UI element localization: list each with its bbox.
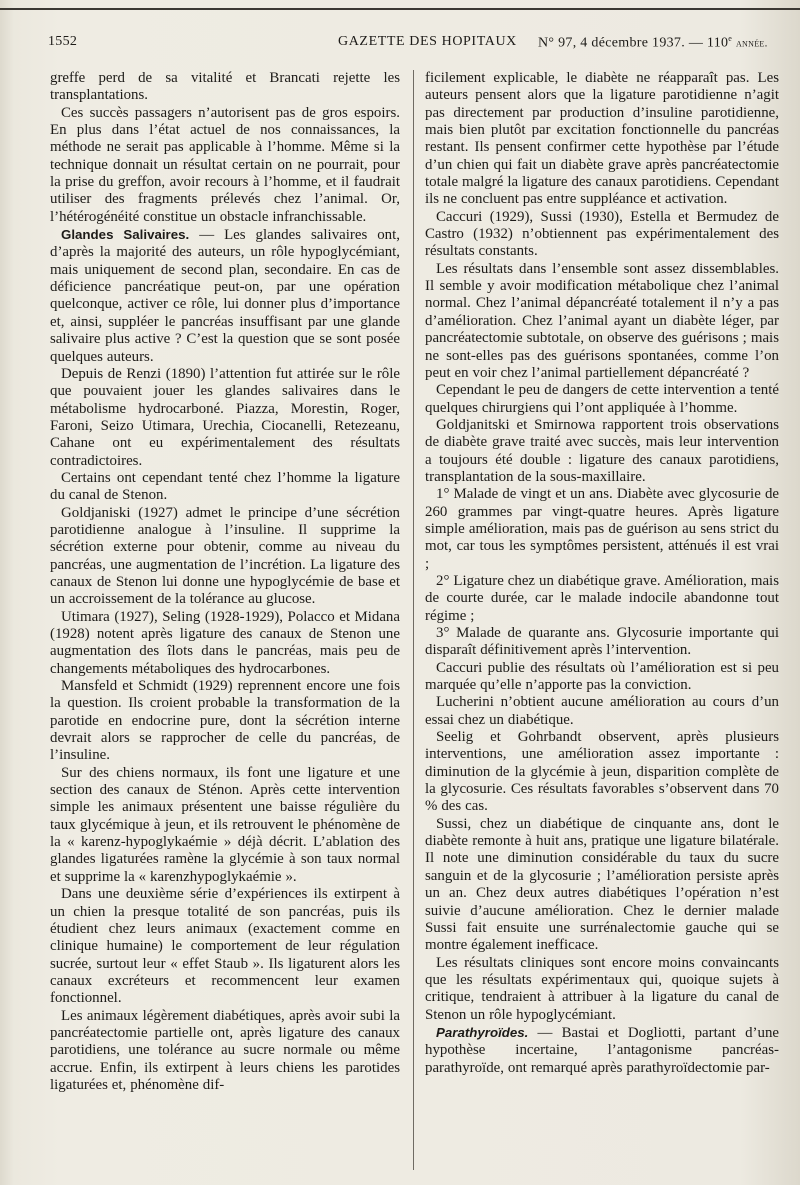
top-rule	[0, 8, 800, 10]
paragraph: Dans une deuxième série d’expériences ils extirpent à un chien la presque totalité de son pancréas, puis ils étudient chez leurs animaux (exactement comme en clinique humaine) le comportement de leur régulation sucrée, surtout leur « effet Staub ». Ils ligaturent alors les canaux excréteurs et recommencent leur examen fonctionnel.	[50, 886, 400, 1007]
paragraph: Sussi, chez un diabétique de cinquante ans, dont le diabète remonte à huit ans, pratique une ligature bilatérale. Il note une diminution considérable du taux du sucre sanguin et de la glycosurie ; l’amélioration persiste après un an. Chez deux autres diabétiques l’opération n’est suivie d’aucune amélioration. Chez le dernier malade Sussi fait ensuite une surrénalectomie gauche qui se montre également inefficace.	[425, 815, 779, 954]
left-column	[50, 70, 400, 1094]
paragraph: Seelig et Gohrbandt observent, après plusieurs interventions, une amélioration assez importante : diminution de la glycémie à jeun, disparition complète de la glycosurie. Ces résultats favorables s’observent dans 70 % des cas.	[425, 729, 779, 815]
paragraph: ficilement explicable, le diabète ne réapparaît pas. Les auteurs pensent alors que la ligature parotidienne n’agit pas directement par production d’insuline parotidienne, mais bien plutôt par excitation fonctionnelle du pancréas restant. Ils pensent confirmer cette hypothèse par l’étude d’un chien qui fait un diabète grave après pancréatectomie totale malgré la ligature des canaux parotidiens. Cependant ils ne concluent pas entre suppléance et activation.	[425, 70, 779, 208]
paragraph: Ces succès passagers n’autorisent pas de gros espoirs. En plus dans l’état actuel de nos connaissances, la méthode ne serait pas applicable à l’homme. Même si la technique donnait un résultat certain on ne pourrait, pour la prise du greffon, avoir recours à l’homme, et il faudrait utiliser des fragments prélevés chez l’animal. Or, l’hétérogénéité constitue un obstacle infranchissable.	[50, 104, 400, 225]
paragraph: Cependant le peu de dangers de cette intervention a tenté quelques chirurgiens qui l’ont appliquée à l’homme.	[425, 382, 779, 416]
issue-superscript: e	[728, 34, 733, 43]
paragraph: Les animaux légèrement diabétiques, après avoir subi la pancréatectomie partielle ont, après ligature des canaux parotidiens, une tolérance au sucre normale ou même accrue. Enfin, ils extirpent à leurs chiens les parotides ligaturées et, phénomène dif-	[50, 1007, 400, 1093]
paragraph: Depuis de Renzi (1890) l’attention fut attirée sur le rôle que pouvaient jouer les glandes salivaires dans le métabolisme hydrocarboné. Piazza, Morestin, Roger, Faroni, Seizo Utimara, Urechia, Ciocanelli, Retezeanu, Cahane ont eu expérimentalement des résultats contradictoires.	[50, 365, 400, 469]
paragraph: greffe perd de sa vitalité et Brancati rejette les transplantations.	[50, 70, 400, 104]
paragraph: Utimara (1927), Seling (1928-1929), Polacco et Midana (1928) notent après ligature des canaux de Stenon une augmentation des îlots dans le pancréas, mais peu de changements métaboliques des hydrocarbones.	[50, 608, 400, 677]
paragraph: Mansfeld et Schmidt (1929) reprennent encore une fois la question. Ils croient probable la transformation de la parotide en endocrine pure, dont la sécrétion interne devrait alors se rapprocher de celle du pancréas, de l’insuline.	[50, 678, 400, 764]
right-column	[425, 70, 779, 1077]
paragraph: Lucherini n’obtient aucune amélioration au cours d’un essai chez un diabétique.	[425, 694, 779, 728]
issue-info	[538, 34, 768, 52]
paragraph: 1° Malade de vingt et un ans. Diabète avec glycosurie de 260 grammes par vingt-quatre heures. Après ligature simple amélioration, mais pas de guérison au sens strict du mot, car tous les symptômes persistent, atténués il est vrai ;	[425, 486, 779, 572]
paragraph-text: — Les glandes salivaires ont, d’après la majorité des auteurs, un rôle hypoglycémiant, mais uniquement de second plan, secondaire. En cas de déficience pancréatique peut-on, par une opération quelconque, activer ce rôle, lui donner plus d’importance et, ainsi, suppléer le pancréas insuffisant par une glande salivaire plus active ? C’est la question que se sont posée quelques auteurs.	[50, 227, 400, 365]
paragraph: Goldjanitski et Smirnowa rapportent trois observations de diabète grave traité avec succès, mais leur intervention a toujours été double : ligature des canaux parotidiens, transplantation de la sous-maxillaire.	[425, 416, 779, 485]
paragraph: Les résultats dans l’ensemble sont assez dissemblables. Il semble y avoir modification métabolique chez l’animal normal. Chez l’animal dépancréaté totalement il n’y a pas d’amélioration. Chez l’animal ayant un diabète léger, par pancréatectomie subtotale, on observe des guérisons ; mais ne sont-elles pas des guérisons spontanées, comme l’on peut en voir chez l’animal partiellement dépancréaté ?	[425, 260, 779, 381]
paragraph	[50, 226, 400, 366]
paragraph: 3° Malade de quarante ans. Glycosurie importante qui disparaît définitivement après l’intervention.	[425, 625, 779, 659]
page-number: 1552	[48, 34, 78, 49]
section-heading: Parathyroïdes.	[436, 1024, 529, 1040]
paragraph	[425, 1024, 779, 1077]
paragraph: Goldjaniski (1927) admet le principe d’une sécrétion parotidienne analogue à l’insuline. Il supprime la sécrétion externe pour obtenir, comme au niveau du pancréas, une augmentation de l’incrétion. La ligature des canaux de Stenon lui donne une hypoglycémie de base et un accroissement de la tolérance au glucose.	[50, 504, 400, 608]
paragraph: 2° Ligature chez un diabétique grave. Amélioration, mais de courte durée, car le malade indocile abandonne tout régime ;	[425, 572, 779, 624]
page-header	[48, 34, 784, 54]
paragraph-text: — Bastai et Dogliotti, partant d’une hypothèse incertaine, l’antagonisme pancréas-parathyroïde, ont remarqué après parathyroïdectomie par-	[425, 1024, 779, 1076]
section-heading: Glandes Salivaires.	[61, 227, 190, 243]
paragraph: Certains ont cependant tenté chez l’homme la ligature du canal de Stenon.	[50, 469, 400, 504]
paragraph: Caccuri (1929), Sussi (1930), Estella et Bermudez de Castro (1932) n’obtiennent pas expérimentalement des résultats constants.	[425, 208, 779, 260]
column-divider	[413, 70, 414, 1170]
issue-text: N° 97, 4 décembre 1937. — 110	[538, 35, 729, 51]
paragraph: Les résultats cliniques sont encore moins convaincants que les résultats expérimentaux qui, quoique sujets à critique, tendraient à attribuer à la ligature du canal de Stenon un rôle hypoglycémiant.	[425, 954, 779, 1023]
paragraph: Sur des chiens normaux, ils font une ligature et une section des canaux de Sténon. Après cette intervention simple les animaux présentent une baisse régulière du taux glycémique à jeun, et ils retrouvent le phénomène de la « karenz-hypoglykaémie » déjà décrit. L’ablation des glandes ligaturées ramène la glycémie à son taux normal et supprime la « karenzhypoglykaémie ».	[50, 764, 400, 885]
journal-title: GAZETTE DES HOPITAUX	[338, 34, 517, 49]
issue-annee: année.	[735, 37, 768, 50]
paragraph: Caccuri publie des résultats où l’amélioration est si peu marquée qu’elle n’apporte pas la conviction.	[425, 659, 779, 694]
